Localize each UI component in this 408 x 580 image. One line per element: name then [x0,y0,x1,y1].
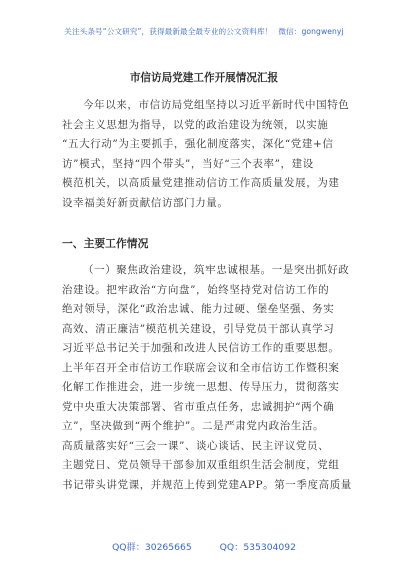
document-title: 市信访局党建工作开展情况汇报 [129,72,279,84]
intro-line: 社会主义思想为指导，以党的政治建设为统领，以实施 [62,118,329,131]
body-line: 高效、清正廉洁”模范机关建设，引导党员干部认真学习 [62,322,335,335]
page-header [0,26,408,37]
body-line: 高质量落实好“三会一课”、谈心谈话、民主评议党员、 [62,439,330,452]
body-line: 上半年召开全市信访工作联席会议和全市信访工作暨积案 [62,361,340,374]
footer-qq-group: QQ群：30265665 [112,542,192,553]
body-line: 治建设。把牢政治“方向盘”，始终坚持党对信访工作的 [62,283,330,296]
page-footer [0,539,408,553]
header-promo-text: 关注头条号“公文研究”，获得最新最全最专业的公文资料库！ [64,27,273,36]
header-wechat-text: 微信：gongwenyj [278,27,344,36]
body-line: 主题党日、党员领导干部参加双重组织生活会制度，党组 [62,459,340,471]
intro-paragraph [62,96,358,213]
intro-line: 模范机关，以高质量党建推动信访工作高质量发展，为建 [62,177,340,189]
section-body-paragraph [62,261,358,495]
intro-line: 今年以来，市信访局党组坚持以习近平新时代中国特色 [83,99,350,111]
intro-line: 设幸福美好新贡献信访部门力量。 [62,196,229,209]
body-line: （一）聚焦政治建设，筑牢忠诚根基。一是突出抓好政 [83,264,350,276]
footer-qq-contact: QQ：535304092 [219,542,296,553]
body-line: 化解工作推进会，进一步统一思想、传导压力，贯彻落实 [62,381,340,393]
body-line: 立”，坚决做到“两个维护”。二是严肃党内政治生活。 [62,420,325,432]
body-line: 习近平总书记关于加强和改进人民信访工作的重要思想。 [62,342,340,354]
section-heading: 一、主要工作情况 [62,237,149,250]
intro-line: “五大行动”为主要抓手，强化制度落实，深化“党建+信 [62,138,334,150]
body-line: 绝对领导，深化“政治忠诚、能力过硬、堡垒坚强、务实 [62,303,335,315]
intro-line: 访”模式，坚持“四个带头”，当好“三个表率”，建设 [62,157,314,170]
body-line: 书记带头讲党课，并规范上传到党建APP。第一季度高质量 [62,478,352,491]
body-line: 党中央重大决策部署、省市重点任务，忠诚拥护“两个确 [62,400,335,413]
